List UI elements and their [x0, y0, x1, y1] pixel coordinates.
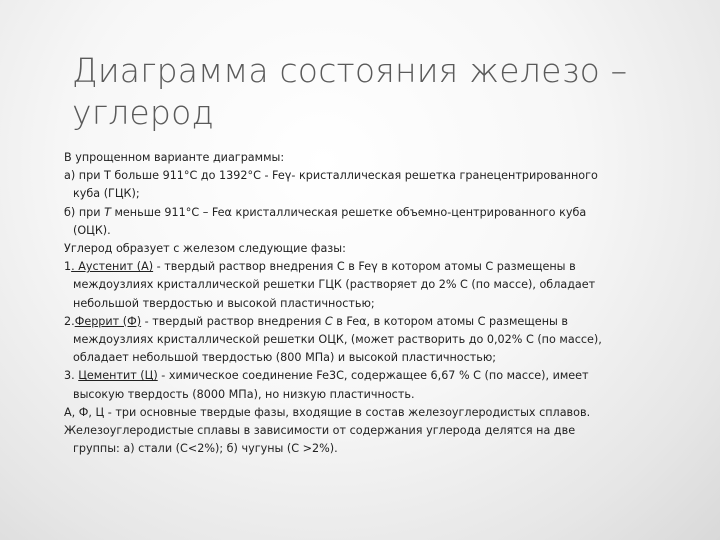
term-cementite: Цементит (Ц)	[78, 369, 158, 383]
body-line: а) при T больше 911°С до 1392°С - Feγ- кристаллическая решетка гранецентрированного	[64, 169, 598, 183]
body-line: 3. Цементит (Ц) - химическое соединение Fe3C, содержащее 6,67 % С (по массе), имеет	[64, 369, 589, 383]
body-line: обладает небольшой твердостью (800 МПа) и высокой пластичностью;	[73, 351, 497, 365]
body-line: междоузлиях кристаллической решетки ОЦК, (может растворить до 0,02% С (по массе),	[73, 333, 602, 347]
body-line: В упрощенном варианте диаграммы:	[64, 151, 285, 164]
body-line: 1. Аустенит (А) - твердый раствор внедрения С в Feγ в котором атомы С размещены в	[64, 260, 576, 274]
slide-title	[72, 50, 672, 134]
body-line: б) при T меньше 911°С – Feα кристаллическая решетке объемно-центрированного куба	[64, 205, 587, 219]
slide-title-line-2: углерод	[72, 93, 215, 132]
body-line: группы: а) стали (С<2%); б) чугуны (С >2%).	[73, 442, 338, 456]
body-line: Углерод образует с железом следующие фазы:	[64, 242, 346, 256]
term-austenite: . Аустенит (А)	[71, 260, 154, 274]
slide-title-line-1: Диаграмма состояния железо –	[72, 51, 628, 90]
body-line: Железоуглеродистые сплавы в зависимости от содержания углерода делятся на две	[64, 424, 576, 438]
body-line: (ОЦК).	[73, 223, 111, 237]
body-line: 2.Феррит (Ф) - твердый раствор внедрения С в Feα, в котором атомы С размещены в	[64, 314, 568, 328]
body-line: куба (ГЦК);	[73, 187, 140, 201]
slide-body	[64, 149, 694, 458]
term-ferrite: Феррит (Ф)	[74, 314, 142, 328]
body-line: А, Ф, Ц - три основные твердые фазы, входящие в состав железоуглеродистых сплавов.	[64, 405, 591, 419]
body-line: небольшой твердостью и высокой пластичностью;	[73, 296, 375, 310]
temperature-symbol: T	[104, 205, 111, 219]
body-line: высокую твердость (8000 МПа), но низкую пластичность.	[73, 387, 415, 401]
body-line: междоузлиях кристаллической решетки ГЦК (растворяет до 2% С (по массе), обладает	[73, 278, 596, 292]
